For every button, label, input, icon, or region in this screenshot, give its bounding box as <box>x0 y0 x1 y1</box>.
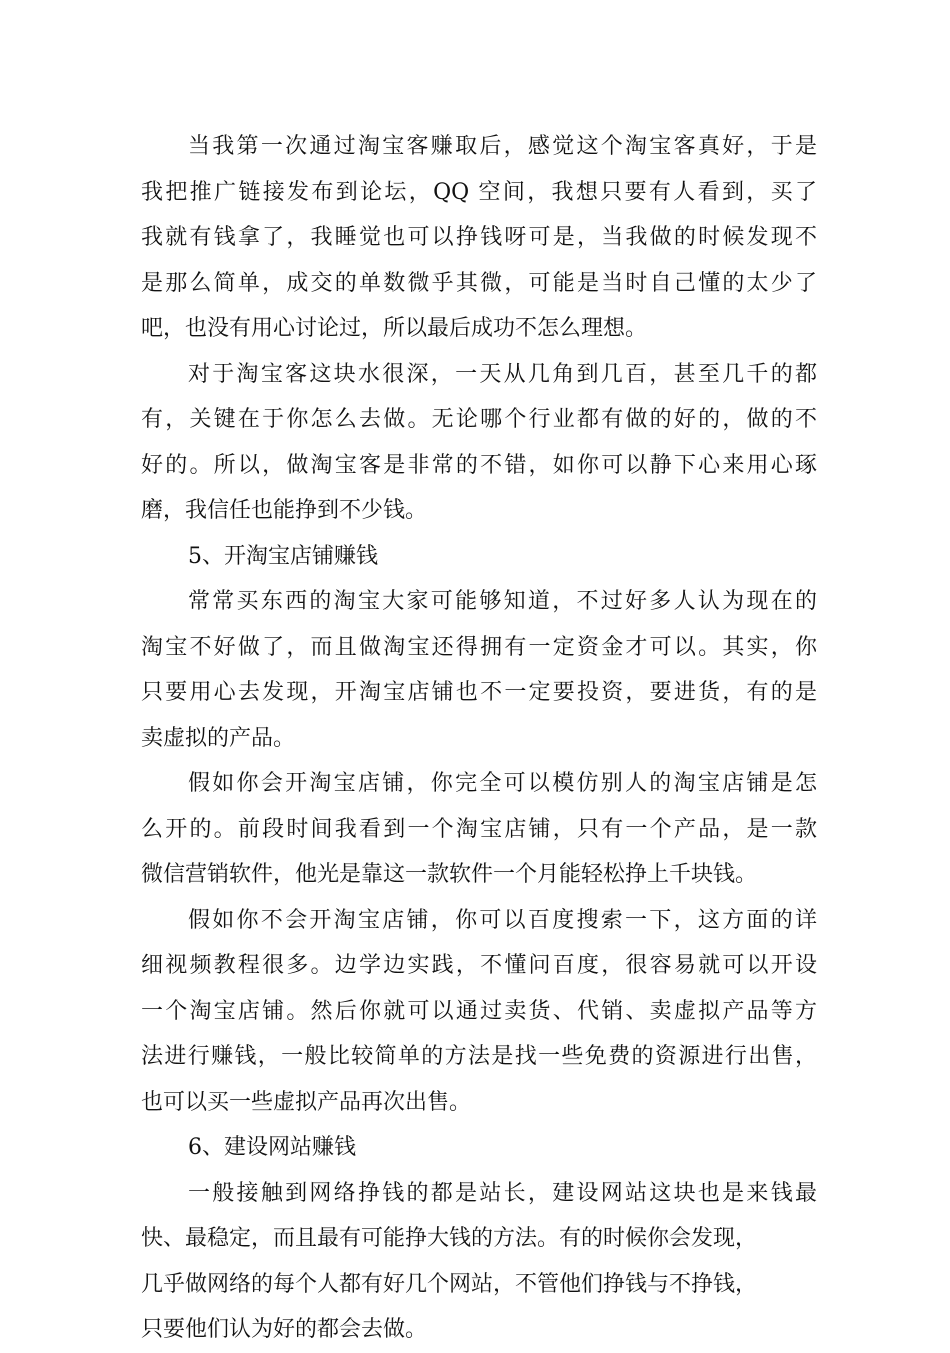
document-body <box>141 124 817 1353</box>
text-line: 细视频教程很多。边学边实践，不懂问百度，很容易就可以开设 <box>141 953 817 978</box>
text-line: 么开的。前段时间我看到一个淘宝店铺，只有一个产品，是一款 <box>141 816 817 842</box>
text-line: 是那么简单，成交的单数微乎其微，可能是当时自己懂的太少了 <box>141 270 817 296</box>
text-line: 常常买东西的淘宝大家可能够知道，不过好多人认为现在的 <box>188 589 817 614</box>
text-line: 好的。所以，做淘宝客是非常的不错，如你可以静下心来用心琢 <box>141 452 817 478</box>
text-line: 一般接触到网络挣钱的都是站长，建设网站这块也是来钱最 <box>188 1180 817 1206</box>
text-line: 假如你不会开淘宝店铺，你可以百度搜索一下，这方面的详 <box>188 907 817 933</box>
text-line: 我就有钱拿了，我睡觉也可以挣钱呀可是，当我做的时候发现不 <box>141 225 817 250</box>
section-heading: 5、开淘宝店铺赚钱 <box>188 543 378 569</box>
text-line: 微信营销软件，他光是靠这一款软件一个月能轻松挣上千块钱。 <box>141 862 758 887</box>
text-line: 只要他们认为好的都会去做。 <box>141 1317 428 1342</box>
text-line: 几乎做网络的每个人都有好几个网站，不管他们挣钱与不挣钱， <box>141 1271 758 1297</box>
text-line: 当我第一次通过淘宝客赚取后，感觉这个淘宝客真好，于是 <box>188 134 817 159</box>
text-line: 有，关键在于你怎么去做。无论哪个行业都有做的好的，做的不 <box>141 407 817 432</box>
text-line: 只要用心去发现，开淘宝店铺也不一定要投资，要进货，有的是 <box>141 680 817 705</box>
text-line: 淘宝不好做了，而且做淘宝还得拥有一定资金才可以。其实，你 <box>141 634 817 660</box>
text-line: 对于淘宝客这块水很深，一天从几角到几百，甚至几千的都 <box>188 361 817 387</box>
text-line: 我把推广链接发布到论坛，QQ 空间，我想只要有人看到，买了 <box>141 179 817 205</box>
section-heading: 6、建设网站赚钱 <box>188 1135 356 1160</box>
text-line: 一个淘宝店铺。然后你就可以通过卖货、代销、卖虚拟产品等方 <box>141 998 817 1024</box>
text-line: 快、最稳定，而且最有可能挣大钱的方法。有的时候你会发现， <box>141 1226 758 1251</box>
text-line: 也可以买一些虚拟产品再次出售。 <box>141 1089 472 1115</box>
text-line: 法进行赚钱，一般比较简单的方法是找一些免费的资源进行出售， <box>141 1044 817 1069</box>
text-line: 吧，也没有用心讨论过，所以最后成功不怎么理想。 <box>141 316 648 341</box>
text-line: 卖虚拟的产品。 <box>141 725 296 751</box>
text-line: 磨，我信任也能挣到不少钱。 <box>141 498 428 523</box>
text-line: 假如你会开淘宝店铺，你完全可以模仿别人的淘宝店铺是怎 <box>188 771 817 796</box>
